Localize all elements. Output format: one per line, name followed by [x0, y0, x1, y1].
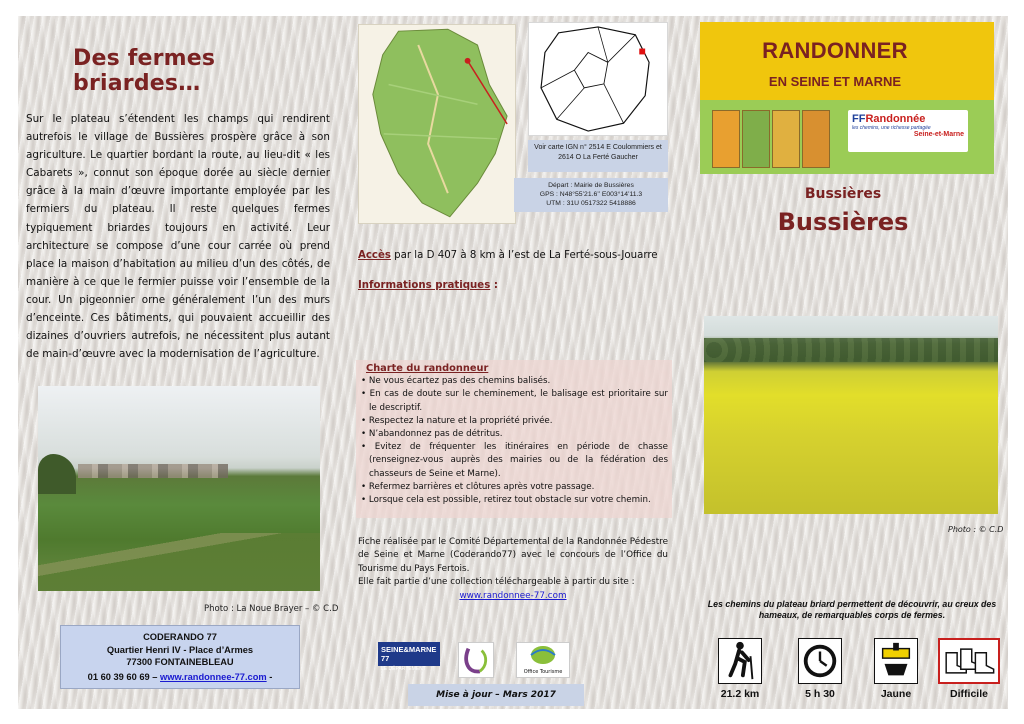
banner-title: RANDONNER — [762, 38, 908, 63]
ign-map-note: Voir carte IGN n° 2514 E Coulommiers et 2614 O La Ferté Gaucher — [528, 140, 668, 172]
charter-item: • Respectez la nature et la propriété privée. — [360, 415, 668, 428]
guidebooks-image — [712, 110, 832, 168]
contact-website-link[interactable]: www.randonnee-77.com — [160, 671, 267, 682]
charter-title: Charte du randonneur — [366, 363, 489, 374]
practical-info-label: Informations pratiques — [358, 280, 491, 291]
photo-caption: Photo : La Noue Brayer – © C.D — [204, 604, 339, 614]
stat-duration: 5 h 30 — [805, 688, 835, 700]
credits-website-link[interactable]: www.randonnee-77.com — [459, 590, 567, 601]
practical-info-heading — [358, 280, 498, 291]
practical-info-colon: : — [490, 280, 498, 291]
village-name-large: Bussières — [777, 208, 909, 236]
contact-box — [60, 625, 300, 689]
charter-item: • Evitez de fréquenter les itinéraires en période de chasse (renseignez-vous auprès des mairies ou de la fédération des chasseurs de Seine et Marne). — [360, 441, 668, 481]
section-title: Des fermes briardes… — [73, 46, 216, 96]
access-text: par la D 407 à 8 km à l’est de La Ferté-sous-Jouarre — [390, 250, 658, 261]
hiker-icon — [718, 638, 762, 684]
paint-marking-icon — [874, 638, 918, 684]
boots-icon — [938, 638, 1000, 684]
plateau-description: Les chemins du plateau briard permettent de découvrir, au creux des hameaux, de remarquables corps de fermes. — [707, 599, 997, 620]
credits-collection: Elle fait partie d’une collection téléchargeable à partir du site : — [358, 577, 635, 588]
ffrandonnee-logo: FFRandonnée les chemins, une richesse partagée Seine-et-Marne — [848, 110, 968, 152]
departure-box — [514, 178, 668, 212]
photo-rapeseed-field — [704, 316, 998, 514]
panel-left — [18, 16, 348, 709]
tourism-office-logo: Office Tourisme — [516, 642, 570, 678]
region-map — [528, 22, 668, 136]
photo-caption-right: Photo : © C.D — [948, 525, 1004, 534]
cover-banner — [700, 22, 994, 174]
panel-middle — [348, 16, 678, 709]
contact-trailing-dash: - — [269, 671, 273, 682]
stat-marking: Jaune — [880, 688, 912, 700]
departure-gps: GPS : N48°55’21.6’’ E003°14’11.3 — [539, 191, 643, 199]
hiker-charter — [356, 360, 672, 518]
departure-place: Départ : Mairie de Bussières — [548, 182, 634, 189]
charter-item: • N’abandonnez pas de détritus. — [360, 428, 668, 441]
brochure-sheet — [18, 16, 1008, 709]
credits-text — [358, 536, 668, 603]
charter-item: • Lorsque cela est possible, retirez tout obstacle sur votre chemin. — [360, 494, 668, 507]
access-line — [358, 250, 658, 261]
charter-item: • Ne vous écartez pas des chemins balisés. — [360, 375, 668, 388]
panel-right — [678, 16, 1008, 709]
partner-logo — [458, 642, 494, 678]
farms-description: Sur le plateau s’étendent les champs qui rendirent autrefois le village de Bussières prospère grâce à son agriculture. Le quartier bordant la route, au lieu-dit « les Cabarets », connut son époque dorée au siècle dernier grâce à la main d’œuvre importante employée par les fermiers du plateau. Il reste quelques fermes typiquement briardes toujours en activité. Leur architecture se compose d’une cour carrée où prend place la maison d’habitation au milieu d’un des côtés, de manière à ce que le fermier puisse voir l’ensemble de la cour. Un pigeonnier orne généralement l’un des murs d’enceinte. Ces bâtiments, qui pouvaient accueillir des dizaines d’ouvriers autrefois, ne nécessitent plus autant de main-d’œuvre avec la modernisation de l’agriculture. — [26, 113, 330, 361]
access-label: Accès — [358, 250, 391, 261]
charter-item: • Refermez barrières et clôtures après votre passage. — [360, 481, 668, 494]
contact-address-line2: 77300 FONTAINEBLEAU — [126, 657, 234, 668]
credits-paragraph: Fiche réalisée par le Comité Départemental de la Randonnée Pédestre de Seine et Marne (Coderando77) avec le concours de l’Office du Tourisme du Pays Fertois. — [358, 537, 668, 574]
banner-subtitle: EN SEINE ET MARNE — [768, 74, 902, 89]
charter-item: • En cas de doute sur le cheminement, le balisage est prioritaire sur le descriptif. — [360, 388, 668, 414]
seine-et-marne-logo: SEINE&MARNE 77 LE DÉPARTEMENT — [378, 642, 440, 666]
tourism-office-icon — [517, 643, 569, 667]
photo-la-noue-brayer — [38, 386, 320, 591]
contact-address-line1: Quartier Henri IV - Place d’Armes — [106, 644, 254, 655]
contact-phone-line — [61, 671, 299, 684]
stat-distance: 21.2 km — [720, 688, 760, 700]
update-date: Mise à jour – Mars 2017 — [408, 684, 584, 706]
village-name-small: Bussières — [804, 186, 882, 202]
charter-list — [360, 375, 668, 507]
clock-icon — [798, 638, 842, 684]
stat-difficulty: Difficile — [950, 688, 988, 700]
contact-org: CODERANDO 77 — [143, 632, 217, 642]
departure-utm: UTM : 31U 0517322 5418886 — [546, 200, 636, 208]
contact-phone: 01 60 39 60 69 – — [87, 671, 158, 682]
department-map — [358, 24, 516, 224]
